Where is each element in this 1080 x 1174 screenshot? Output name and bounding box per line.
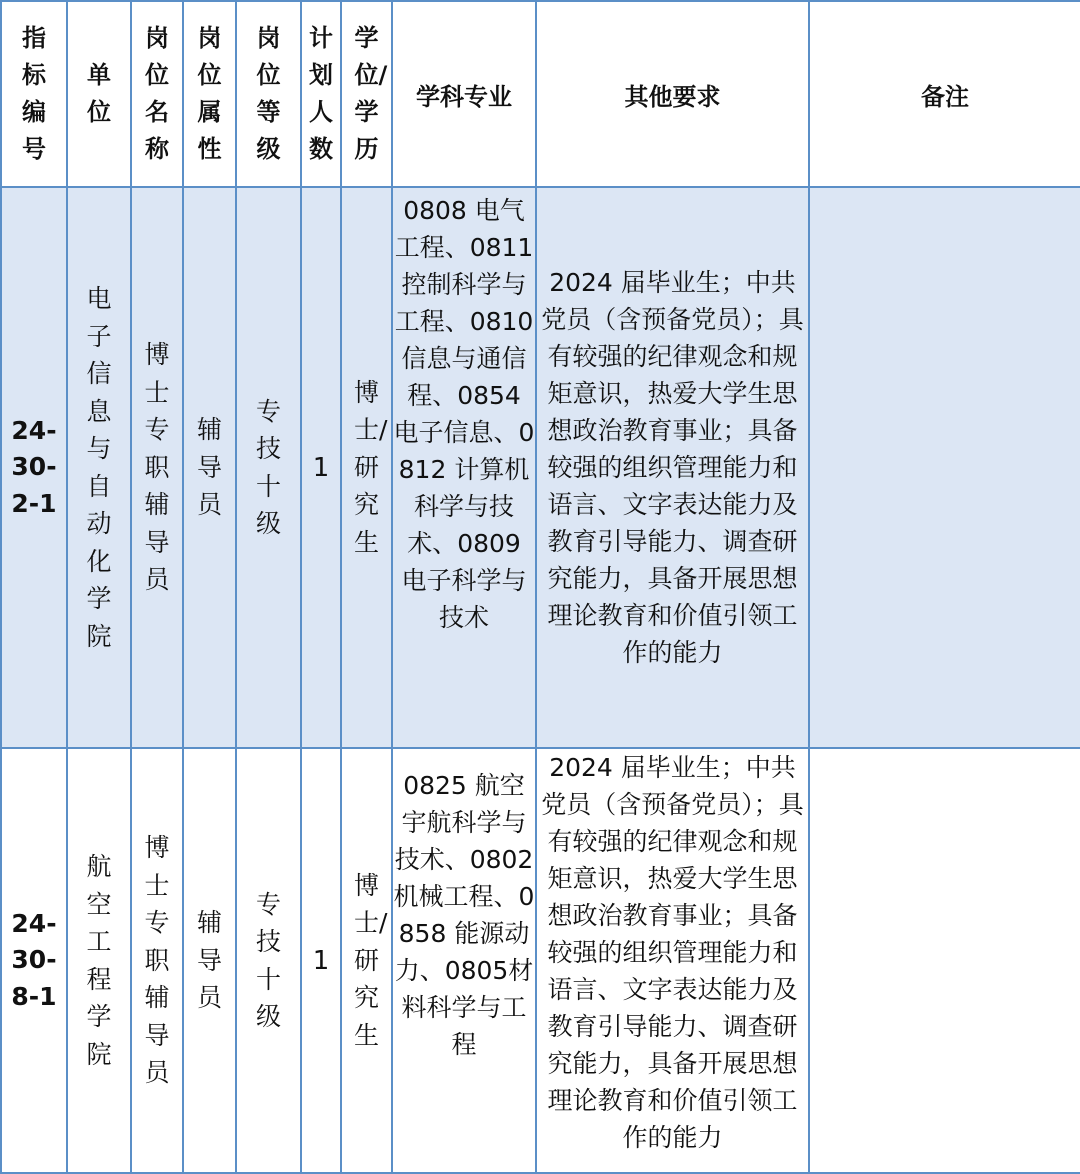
cell-post-name: 博士专职辅导员 (131, 748, 183, 1173)
table-row (1, 187, 1080, 748)
header-major: 学科专业 (392, 1, 536, 187)
cell-unit: 航空工程学院 (67, 748, 131, 1173)
cell-post-type: 辅导员 (183, 748, 236, 1173)
header-post-type: 岗位属性 (183, 1, 236, 187)
cell-major: 0808 电气工程、0811 控制科学与工程、0810 信息与通信程、0854 电子信息、0812 计算机科学与技术、0809 电子科学与技术 (392, 187, 536, 748)
header-remarks: 备注 (809, 1, 1080, 187)
cell-post-level: 专技十级 (236, 187, 301, 748)
header-code: 指标编号 (1, 1, 67, 187)
cell-post-level: 专技十级 (236, 748, 301, 1173)
header-plan-count: 计划人数 (301, 1, 341, 187)
cell-plan-count: 1 (301, 748, 341, 1173)
table-row (1, 748, 1080, 1173)
header-row (1, 1, 1080, 187)
cell-code: 24-30-2-1 (1, 187, 67, 748)
cell-remarks (809, 748, 1080, 1173)
header-requirements: 其他要求 (536, 1, 809, 187)
cell-major: 0825 航空宇航科学与技术、0802 机械工程、0858 能源动力、0805材料科学与工程 (392, 748, 536, 1173)
cell-remarks (809, 187, 1080, 748)
header-post-level: 岗位等级 (236, 1, 301, 187)
cell-degree: 博士/研究生 (341, 187, 392, 748)
cell-post-name: 博士专职辅导员 (131, 187, 183, 748)
cell-unit: 电子信息与自动化学院 (67, 187, 131, 748)
cell-degree: 博士/研究生 (341, 748, 392, 1173)
cell-code: 24-30-8-1 (1, 748, 67, 1173)
cell-requirements: 2024 届毕业生；中共党员（含预备党员）；具有较强的纪律观念和规矩意识，热爱大学生思想政治教育事业；具备较强的组织管理能力和语言、文字表达能力及教育引导能力、调查研究能力，具备开展思想理论教育和价值引领工作的能力 (536, 748, 809, 1173)
header-unit: 单位 (67, 1, 131, 187)
cell-post-type: 辅导员 (183, 187, 236, 748)
header-post-name: 岗位名称 (131, 1, 183, 187)
header-degree: 学位/学历 (341, 1, 392, 187)
cell-plan-count: 1 (301, 187, 341, 748)
cell-requirements: 2024 届毕业生；中共党员（含预备党员）；具有较强的纪律观念和规矩意识，热爱大学生思想政治教育事业；具备较强的组织管理能力和语言、文字表达能力及教育引导能力、调查研究能力，具备开展思想理论教育和价值引领工作的能力 (536, 187, 809, 748)
